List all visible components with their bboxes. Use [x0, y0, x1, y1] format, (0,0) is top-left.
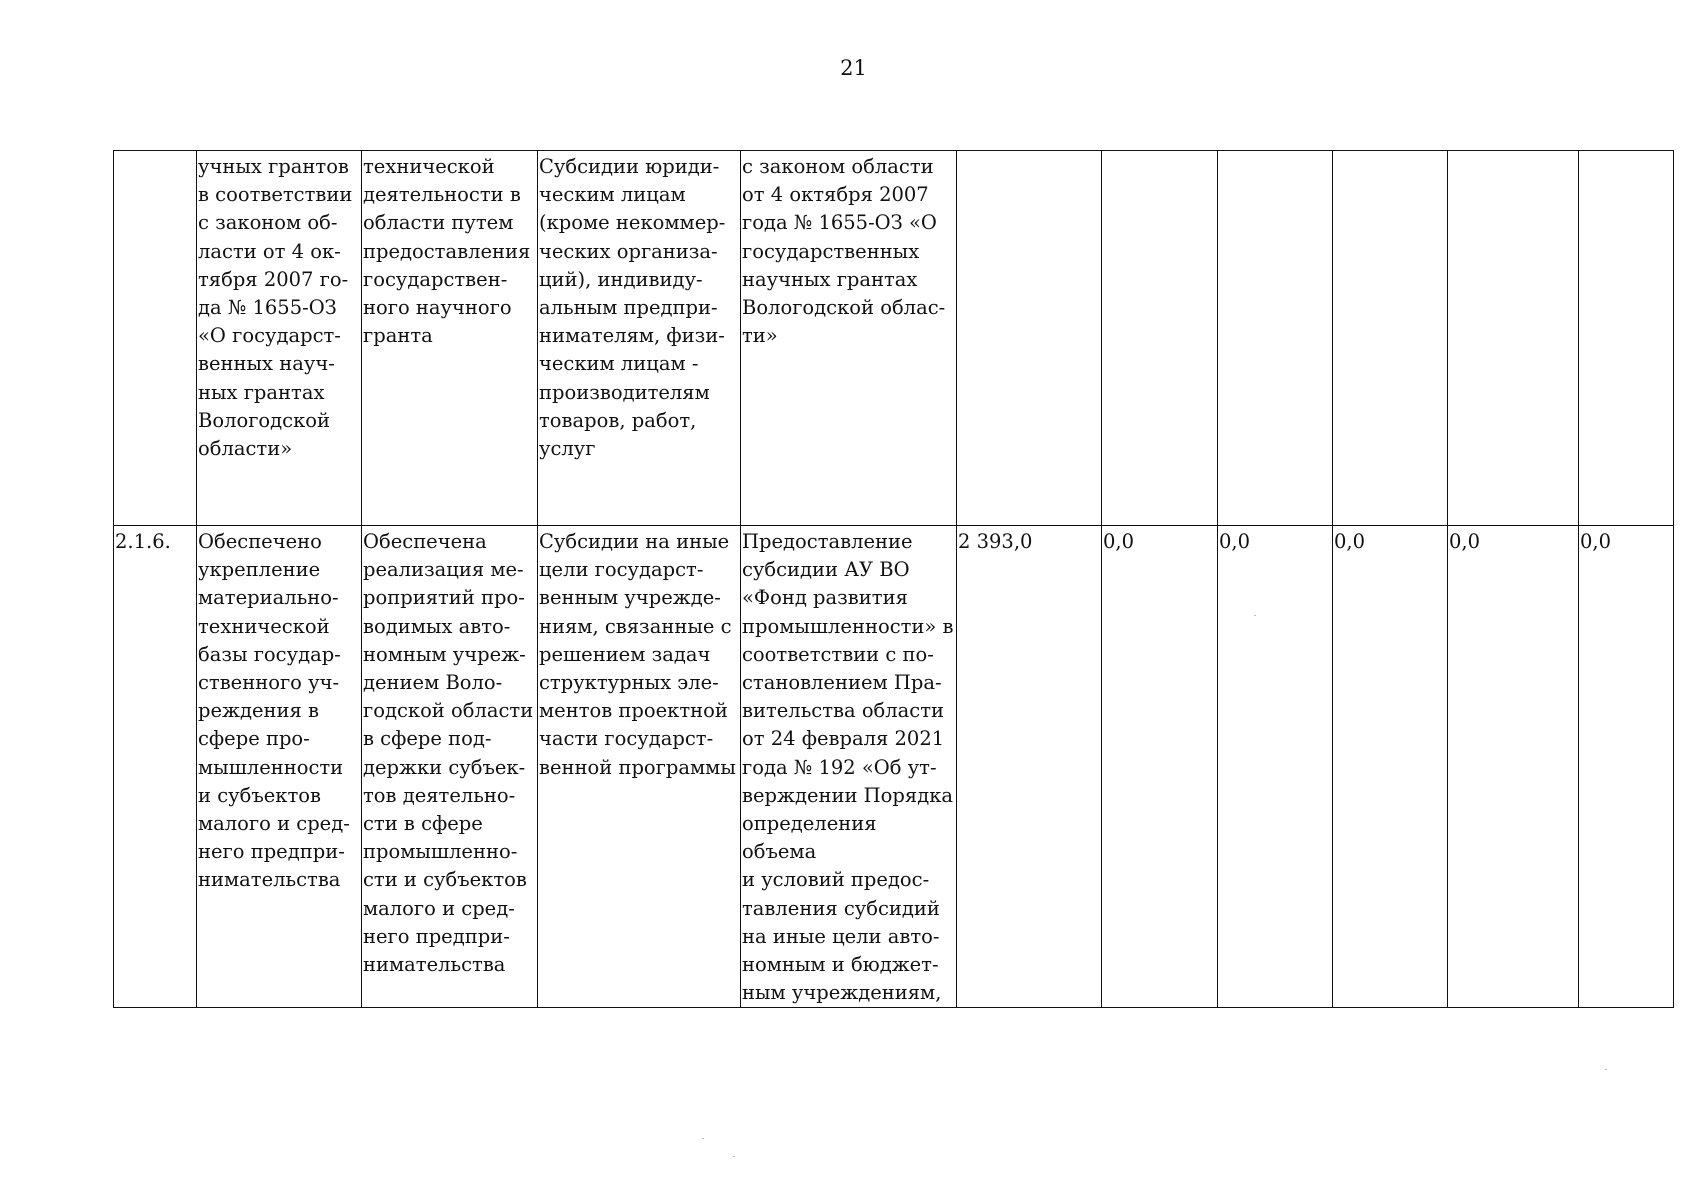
scan-speck — [1605, 1069, 1607, 1070]
page-number: 21 — [840, 56, 867, 80]
table-row — [114, 151, 1674, 526]
result-cell: Обеспечено укрепление материально- технической базы государ- ственного уч- реждения в сфере про- мышленности и субъектов малого и сред- него предпри- нимательства — [197, 526, 362, 1008]
amount-cell: 0,0 — [1448, 526, 1579, 1008]
program-measures-table — [113, 150, 1674, 1008]
amount-cell: 0,0 — [1579, 526, 1674, 1008]
amount-cell — [1102, 151, 1218, 526]
amount-cell: 2 393,0 — [957, 526, 1102, 1008]
expense-type-cell: Субсидии юриди- ческим лицам (кроме некоммер- ческих организа- ций), индивиду- альным предпри- нимателям, физи- ческим лицам - производителям товаров, работ, услуг — [538, 151, 741, 526]
amount-cell — [1218, 151, 1333, 526]
measure-description-cell: технической деятельности в области путем предоставления государствен- ного научного гранта — [362, 151, 538, 526]
scan-speck — [702, 1138, 704, 1139]
table-row — [114, 526, 1674, 1008]
result-cell: учных грантов в соответствии с законом об- ласти от 4 ок- тября 2007 го- да № 1655-ОЗ «О государст- венных науч- ных грантах Вологодской области» — [197, 151, 362, 526]
measure-description-cell: Обеспечена реализация ме- роприятий про- водимых авто- номным учреж- дением Воло- годской области в сфере под- держки субъек- тов деятельно- сти в сфере промышленно- сти и субъектов малого и сред- него предпри- нимательства — [362, 526, 538, 1008]
amount-cell — [957, 151, 1102, 526]
row-number-cell: 2.1.6. — [114, 526, 197, 1008]
scan-speck — [733, 1156, 735, 1157]
amount-cell — [1579, 151, 1674, 526]
amount-cell: 0,0 — [1333, 526, 1448, 1008]
amount-cell — [1333, 151, 1448, 526]
amount-cell — [1448, 151, 1579, 526]
scan-speck — [1254, 615, 1256, 616]
legal-basis-cell: Предоставление субсидии АУ ВО «Фонд развития промышленности» в соответствии с по- становлением Пра- вительства области от 24 февраля 2021 года № 192 «Об ут- верждении Порядка определения объема и условий предос- тавления субсидий на иные цели авто- номным и бюджет- ным учреждениям, — [741, 526, 957, 1008]
legal-basis-cell: с законом области от 4 октября 2007 года № 1655-ОЗ «О государственных научных грантах Вологодской облас- ти» — [741, 151, 957, 526]
amount-cell: 0,0 — [1102, 526, 1218, 1008]
row-number-cell — [114, 151, 197, 526]
amount-cell: 0,0 — [1218, 526, 1333, 1008]
expense-type-cell: Субсидии на иные цели государст- венным учрежде- ниям, связанные с решением задач структурных эле- ментов проектной части государст- венной программы — [538, 526, 741, 1008]
